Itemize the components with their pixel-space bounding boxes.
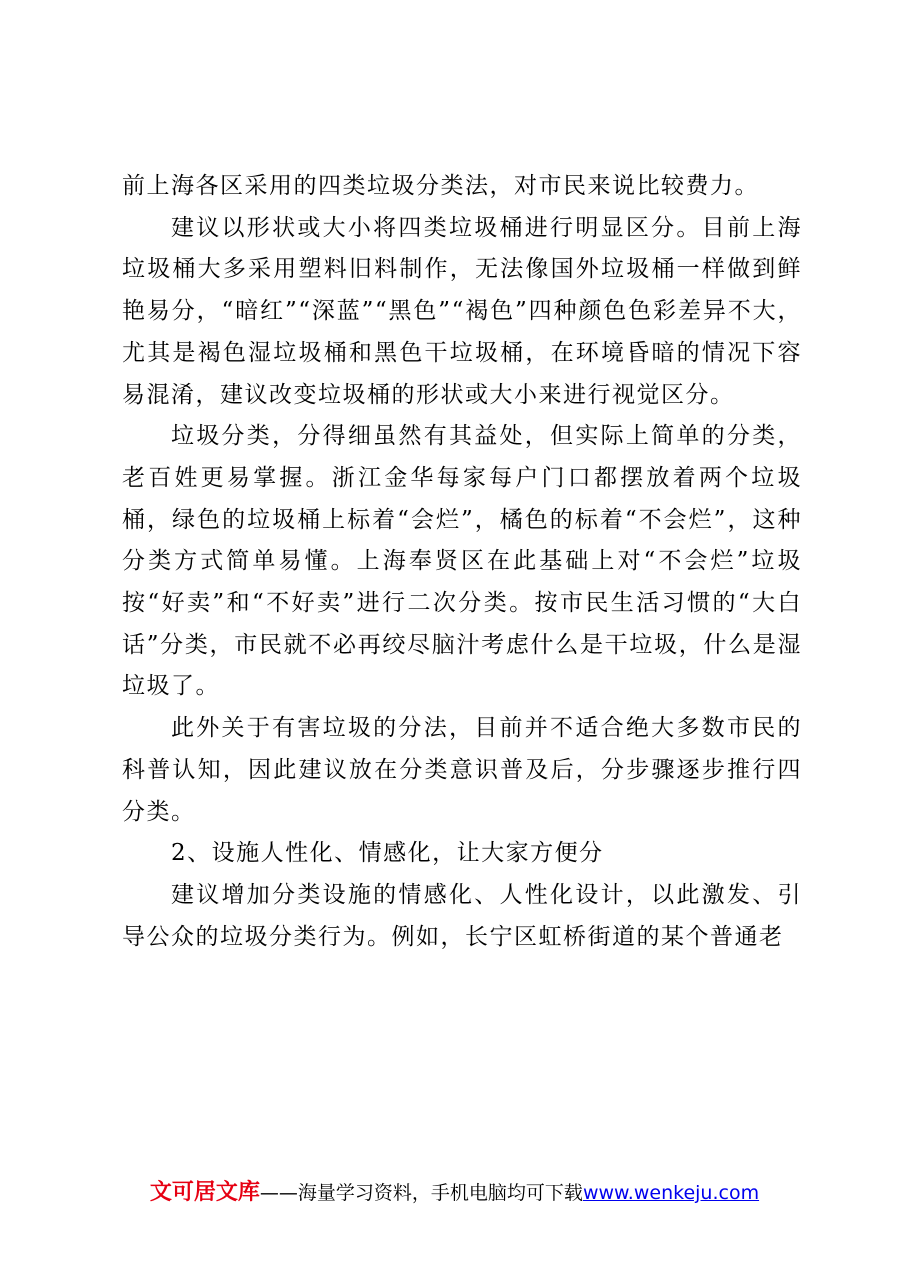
footer-link[interactable]: www.wenkeju.com <box>582 1182 760 1204</box>
document-body <box>122 166 802 958</box>
footer-slogan: ——海量学习资料，手机电脑均可下载 <box>259 1182 583 1204</box>
paragraph-2: 建议以形状或大小将四类垃圾桶进行明显区分。目前上海垃圾桶大多采用塑料旧料制作，无法像国外垃圾桶一样做到鲜艳易分，“暗红”“深蓝”“黑色”“褐色”四种颜色色彩差异不大，尤其是褐色湿垃圾桶和黑色干垃圾桶，在环境昏暗的情况下容易混淆，建议改变垃圾桶的形状或大小来进行视觉区分。 <box>122 214 802 408</box>
footer-brand: 文可居文库 <box>149 1180 260 1205</box>
paragraph-4: 此外关于有害垃圾的分法，目前并不适合绝大多数市民的科普认知，因此建议放在分类意识普及后，分步骤逐步推行四分类。 <box>122 715 802 825</box>
paragraph-1: 前上海各区采用的四类垃圾分类法，对市民来说比较费力。 <box>122 173 759 199</box>
footer-banner <box>0 1178 909 1208</box>
section-heading-2: 2、设施人性化、情感化，让大家方便分 <box>171 840 604 867</box>
paragraph-5: 建议增加分类设施的情感化、人性化设计，以此激发、引导公众的垃圾分类行为。例如，长宁区虹桥街道的某个普通老 <box>122 881 802 950</box>
paragraph-3: 垃圾分类，分得细虽然有其益处，但实际上简单的分类，老百姓更易掌握。浙江金华每家每户门口都摆放着两个垃圾桶，绿色的垃圾桶上标着“会烂”，橘色的标着“不会烂”，这种分类方式简单易懂。上海奉贤区在此基础上对“不会烂”垃圾按“好卖”和“不好卖”进行二次分类。按市民生活习惯的“大白话”分类，市民就不必再绞尽脑汁考虑什么是干垃圾，什么是湿垃圾了。 <box>122 423 802 700</box>
